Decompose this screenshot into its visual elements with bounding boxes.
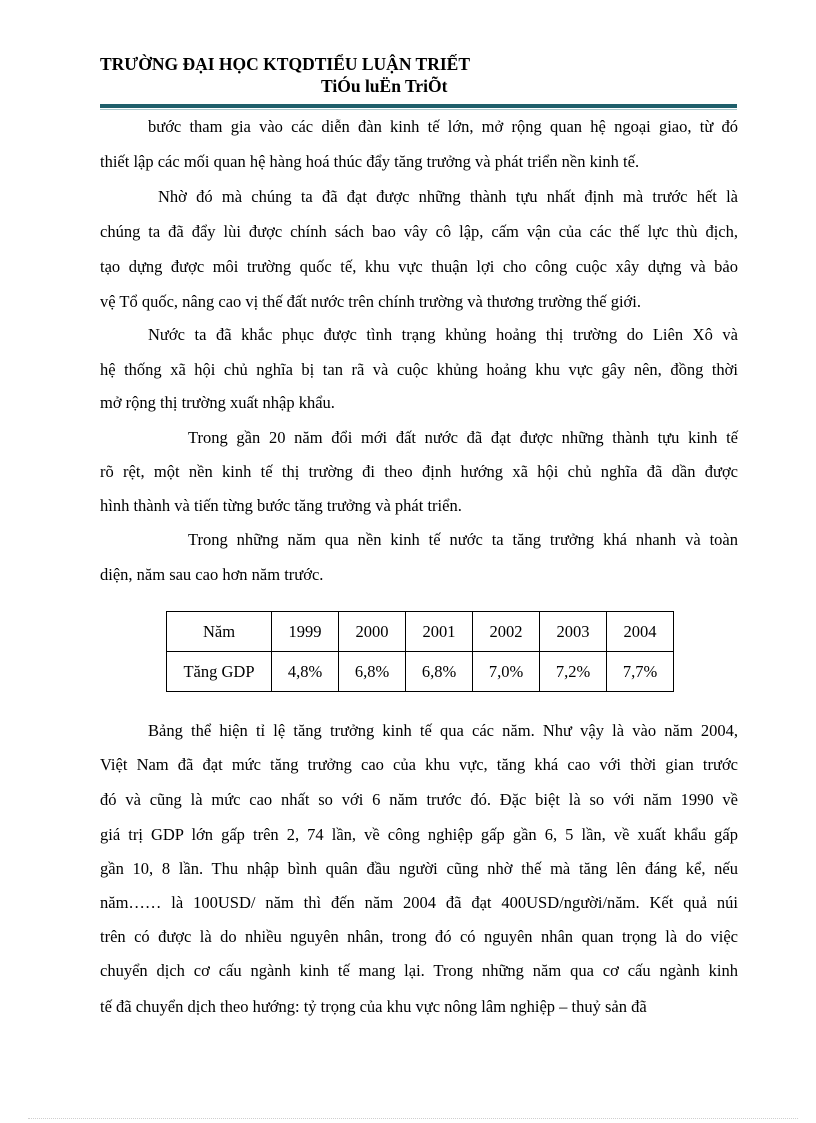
text-line: diện, năm sau cao hơn năm trước. bbox=[100, 565, 324, 584]
table-cell: 2001 bbox=[406, 612, 473, 652]
table-cell: 1999 bbox=[272, 612, 339, 652]
table-cell: Năm bbox=[167, 612, 272, 652]
text-line: vệ Tổ quốc, nâng cao vị thế đất nước trên chính trường và thương trường thế giới. bbox=[100, 292, 641, 311]
table-cell: Tăng GDP bbox=[167, 652, 272, 692]
text-line: trên có được là do nhiều nguyên nhân, trong đó có nguyên nhân quan trọng là do việc bbox=[100, 927, 738, 946]
text-line: rõ rệt, một nền kinh tế thị trường đi theo định hướng xã hội chủ nghĩa đã dần được bbox=[100, 462, 738, 481]
page-header bbox=[100, 53, 736, 97]
table-cell: 4,8% bbox=[272, 652, 339, 692]
header-subtitle: TiÓu luËn TriÕt bbox=[321, 76, 448, 96]
text-line: năm…… là 100USD/ năm thì đến năm 2004 đã đạt 400USD/người/năm. Kết quả núi bbox=[100, 893, 738, 912]
text-line: đó và cũng là mức cao nhất so với 6 năm trước đó. Đặc biệt là so với năm 1990 về bbox=[100, 790, 738, 809]
text-line: Trong gần 20 năm đổi mới đất nước đã đạt được những thành tựu kinh tế bbox=[188, 428, 738, 447]
header-divider bbox=[100, 104, 737, 108]
text-line: thiết lập các mối quan hệ hàng hoá thúc đẩy tăng trưởng và phát triển nền kinh tế. bbox=[100, 152, 640, 171]
table-cell: 2000 bbox=[339, 612, 406, 652]
table-cell: 2003 bbox=[540, 612, 607, 652]
table-row bbox=[167, 612, 674, 652]
text-line: hình thành và tiến từng bước tăng trưởng và phát triển. bbox=[100, 496, 462, 515]
header-title: TRƯỜNG ĐẠI HỌC KTQDTIỂU LUẬN TRIẾT bbox=[100, 54, 470, 74]
table-cell: 2004 bbox=[607, 612, 674, 652]
text-line: giá trị GDP lớn gấp trên 2, 74 lần, về công nghiệp gấp gần 6, 5 lần, về xuất khẩu gấp bbox=[100, 825, 738, 844]
gdp-growth-table bbox=[166, 611, 674, 692]
text-line: tạo dựng được môi trường quốc tế, khu vực thuận lợi cho công cuộc xây dựng và bảo bbox=[100, 257, 738, 276]
text-line: chúng ta đã đẩy lùi được chính sách bao vây cô lập, cấm vận của các thế lực thù địch, bbox=[100, 222, 738, 241]
text-line: tế đã chuyển dịch theo hướng: tỷ trọng của khu vực nông lâm nghiệp – thuỷ sản đã bbox=[100, 997, 647, 1016]
text-line: Nước ta đã khắc phục được tình trạng khủng hoảng thị trường do Liên Xô và bbox=[148, 325, 738, 344]
text-line: hệ thống xã hội chủ nghĩa bị tan rã và cuộc khủng hoảng khu vực gây nên, đồng thời bbox=[100, 360, 738, 379]
table-row bbox=[167, 652, 674, 692]
text-line: mở rộng thị trường xuất nhập khẩu. bbox=[100, 393, 335, 412]
text-line: bước tham gia vào các diễn đàn kinh tế lớn, mở rộng quan hệ ngoại giao, từ đó bbox=[148, 117, 738, 136]
header-divider-shadow bbox=[100, 109, 737, 110]
table-cell: 6,8% bbox=[339, 652, 406, 692]
text-line: Bảng thể hiện tỉ lệ tăng trưởng kinh tế qua các năm. Như vậy là vào năm 2004, bbox=[148, 721, 738, 740]
table-cell: 7,2% bbox=[540, 652, 607, 692]
page-bottom-border bbox=[28, 1118, 798, 1119]
table-cell: 7,0% bbox=[473, 652, 540, 692]
text-line: Nhờ đó mà chúng ta đã đạt được những thành tựu nhất định mà trước hết là bbox=[158, 187, 738, 206]
text-line: gần 10, 8 lần. Thu nhập bình quân đầu người cũng nhờ thế mà tăng lên đáng kể, nếu bbox=[100, 859, 738, 878]
table-cell: 7,7% bbox=[607, 652, 674, 692]
text-line: Trong những năm qua nền kinh tế nước ta tăng trưởng khá nhanh và toàn bbox=[188, 530, 738, 549]
table-cell: 6,8% bbox=[406, 652, 473, 692]
table-cell: 2002 bbox=[473, 612, 540, 652]
text-line: Việt Nam đã đạt mức tăng trưởng cao của khu vực, tăng khá cao với thời gian trước bbox=[100, 755, 738, 774]
text-line: chuyển dịch cơ cấu ngành kinh tế mang lại. Trong những năm qua cơ cấu ngành kinh bbox=[100, 961, 738, 980]
